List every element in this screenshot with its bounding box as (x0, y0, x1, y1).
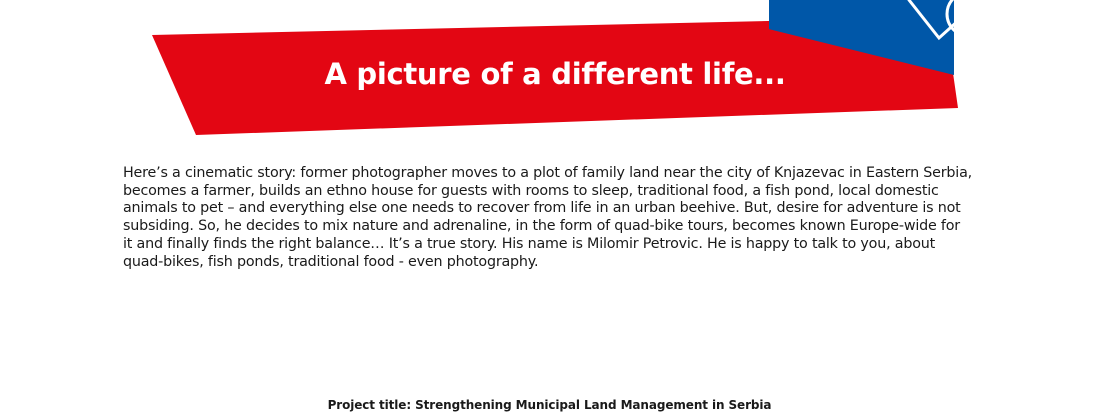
project-title-footer: Project title: Strengthening Municipal Land Management in Serbia (327, 398, 772, 412)
bicycle-fork (999, 0, 1021, 22)
bicycle-wheel-rear (1031, 0, 1091, 50)
story-paragraph: Here’s a cinematic story: former photographer moves to a plot of family land near the city of Knjazevac in Eastern Serbia, becomes a farmer, builds an ethno house for guests with rooms to sleep, traditional food, a fish pond, local domestic animals to pet – and everything else one needs to recover from life in an urban beehive. But, desire for adventure is not subsiding. So, he decides to mix nature and adrenaline, in the form of quad-bike tours, becomes known Europe-wide for it and finally finds the right balance… It’s a true story. His name is Milomir Petrovic. He is happy to talk to you, about quad-bikes, fish ponds, traditional food - even photography. (123, 165, 972, 270)
page-title: A picture of a different life... (324, 57, 786, 91)
